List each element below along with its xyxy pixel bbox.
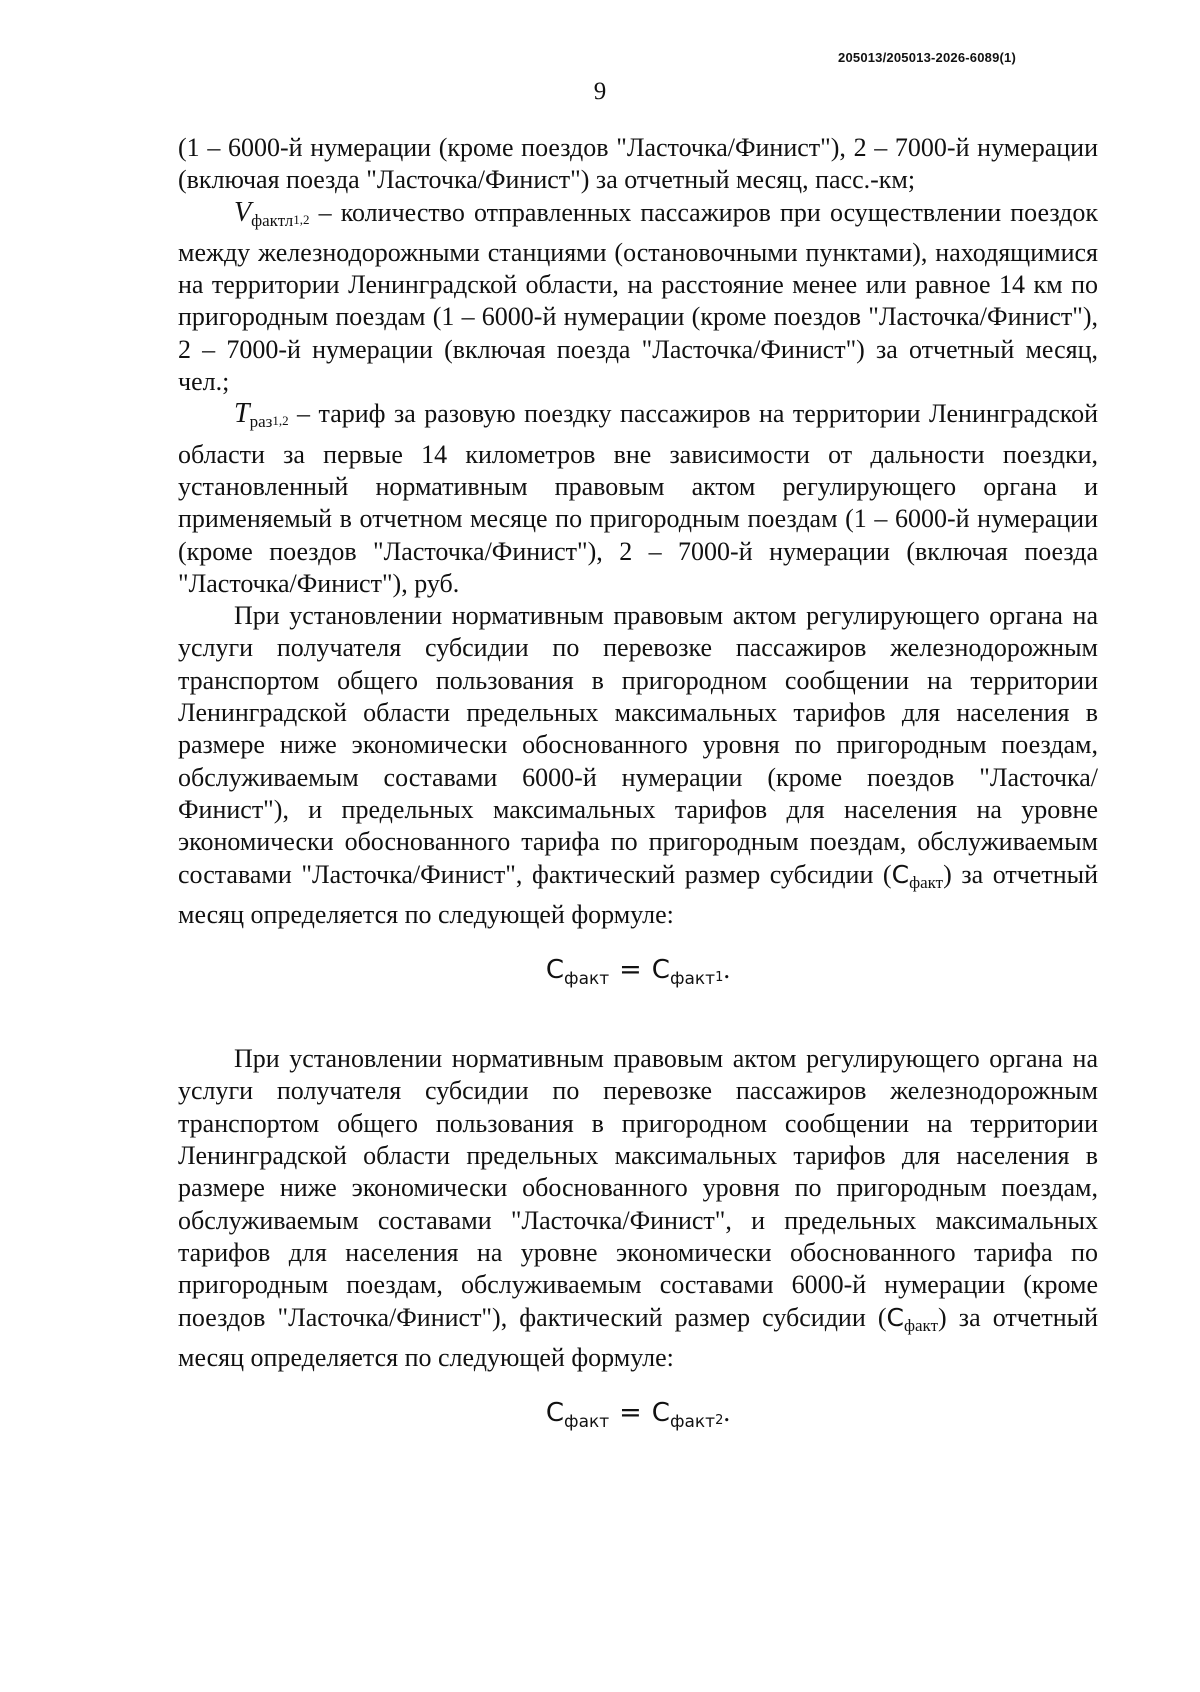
formula-lhs: С xyxy=(545,1398,565,1429)
formula-2 xyxy=(178,1392,1098,1442)
paragraph-case-1 xyxy=(178,600,1098,931)
document-body xyxy=(178,132,1098,1486)
formula-lhs-subscript: факт xyxy=(564,969,610,990)
variable-subscript: раз xyxy=(249,412,273,432)
subsidy-symbol-subscript: факт xyxy=(904,1315,939,1335)
variable-symbol: T xyxy=(234,398,250,430)
definition-text: – тариф за разовую поездку пассажиров на территории Ленинградской области за первые 14 километров вне зависимости от дальности поездки, установленный нормативным правовым актом регулирующего органа и применяемый в отчетном месяце по пригородным поездам (1 – 6000-й нумерации (кроме поездов "Ласточка/Финист"), 2 – 7000-й нумерации (включая поезда "Ласточка/Финист"), руб. xyxy=(178,399,1098,598)
formula-end: . xyxy=(723,1397,731,1428)
formula-equals: = xyxy=(619,954,642,986)
paragraph-tail: ) за отчетный месяц определяется по следующей формуле: xyxy=(178,1302,1099,1372)
formula-rhs: С xyxy=(651,1398,670,1429)
paragraph-text: При установлении нормативным правовым актом регулирующего органа на услуги получателя субсидии по перевозке пассажиров железнодорожным транспортом общего пользования в пригородном сообщении на территории Ленинградской области предельных максимальных тарифов для населения в размере ниже экономически обоснованного уровня по пригородным поездам, обслуживаемым составами "Ласточка/Финист", и предельных максимальных тарифов для населения на уровне экономически обоснованного тарифа по пригородным поездам, обслуживаемым составами 6000-й нумерации (кроме поездов "Ласточка/Финист"), фактический размер субсидии ( xyxy=(178,1044,1098,1332)
formula-lhs-subscript: факт xyxy=(564,1412,610,1433)
paragraph-tail: ) за отчетный месяц определяется по следующей формуле: xyxy=(178,859,1098,929)
definition-t-raz xyxy=(178,398,1098,600)
page-number: 9 xyxy=(593,78,607,105)
formula-rhs-subscript: факт xyxy=(669,969,716,990)
variable-subsubscript: 1,2 xyxy=(272,413,289,429)
formula-lhs: С xyxy=(545,955,565,986)
formula-rhs: С xyxy=(651,955,670,986)
subsidy-symbol-subscript: факт xyxy=(909,872,944,892)
definition-text: – количество отправленных пассажиров при осуществлении поездок между железнодорожными станциями (остановочными пунктами), находящимися на территории Ленинградской области, на расстояние менее или равное 14 км по пригородным поездам (1 – 6000-й нумерации (кроме поездов "Ласточка/Финист"), 2 – 7000-й нумерации (включая поезда "Ласточка/Финист") за отчетный месяц, чел.; xyxy=(178,197,1098,397)
formula-rhs-subscript: факт xyxy=(669,1412,716,1433)
paragraph-text: (1 – 6000-й нумерации (кроме поездов "Ласточка/Финист"), 2 – 7000-й нумерации (включая поезда "Ласточка/Финист") за отчетный месяц, пасс.-км; xyxy=(178,133,1098,195)
formula-rhs-index: 2 xyxy=(715,1413,724,1429)
paragraph-continuation xyxy=(178,132,1098,197)
formula-end: . xyxy=(723,954,731,985)
variable-subscript: фактл xyxy=(251,210,294,230)
subsidy-symbol: С xyxy=(886,1302,904,1332)
formula-1 xyxy=(178,949,1098,999)
subsidy-symbol: С xyxy=(891,859,910,889)
definition-v-fact xyxy=(178,197,1098,399)
variable-symbol: V xyxy=(234,196,252,228)
document-id: 205013/205013-2026-6089(1) xyxy=(838,50,1016,65)
paragraph-text: При установлении нормативным правовым актом регулирующего органа на услуги получателя субсидии по перевозке пассажиров железнодорожным транспортом общего пользования в пригородном сообщении на территории Ленинградской области предельных максимальных тарифов для населения в размере ниже экономически обоснованного уровня по пригородным поездам, обслуживаемым составами 6000-й нумерации (кроме поездов "Ласточка/Финист"), и предельных максимальных тарифов для населения на уровне экономически обоснованного тарифа по пригородным поездам, обслуживаемым составами "Ласточка/Финист", фактический размер субсидии ( xyxy=(178,601,1098,889)
formula-equals: = xyxy=(619,1397,642,1429)
paragraph-case-2 xyxy=(178,1043,1098,1374)
formula-rhs-index: 1 xyxy=(715,970,724,986)
variable-subsubscript: 1,2 xyxy=(293,211,310,227)
